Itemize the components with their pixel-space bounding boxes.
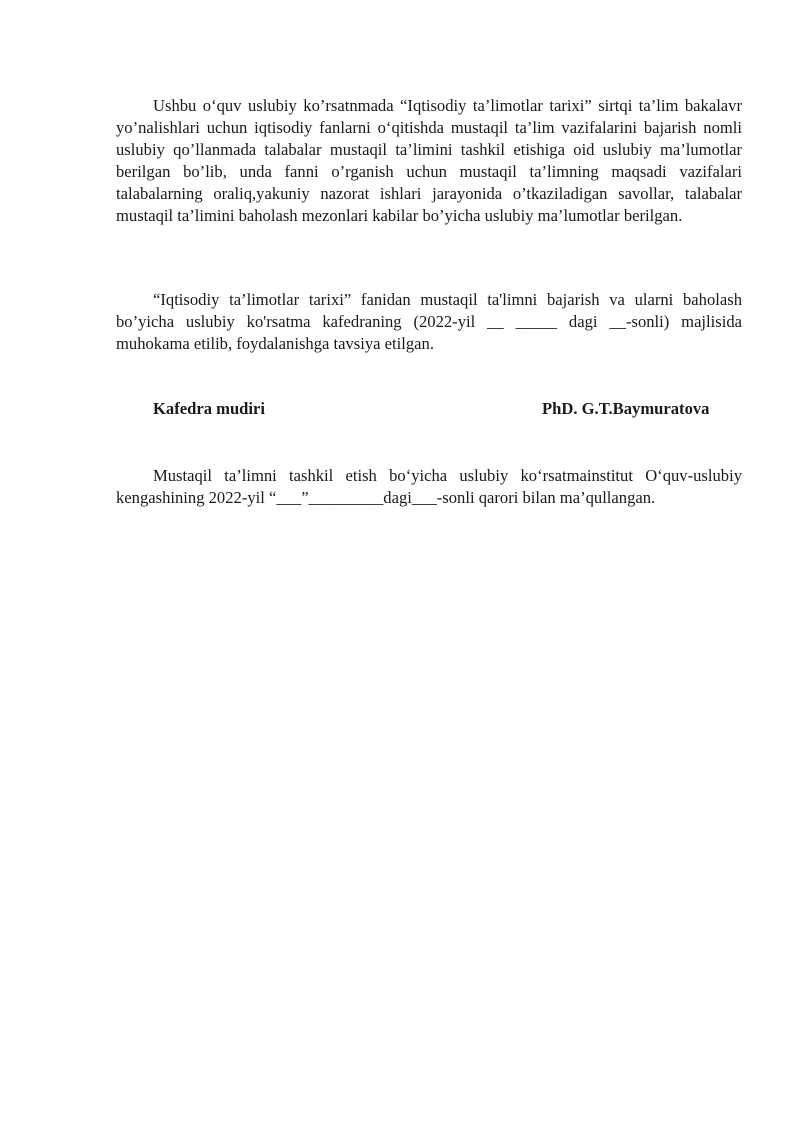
council-approval-paragraph: Mustaqil ta’limni tashkil etish bo‘yicha uslubiy ko‘rsatmainstitut O‘quv-uslubiy kengashining 2022-yil “___”_________dagi___-sonli qarori bilan ma’qullangan. [116, 466, 742, 507]
signature-role: Kafedra mudiri [153, 399, 265, 418]
signature-name: PhD. G.T.Baymuratova [542, 399, 710, 418]
approval-paragraph: “Iqtisodiy ta’limotlar tarixi” fanidan mustaqil ta'limni bajarish va ularni baholash bo’yicha uslubiy ko'rsatma kafedraning (2022-yil __ _____ dagi __-sonli) majlisida muhokama etilib, foydalanishga tavsiya etilgan. [116, 290, 742, 353]
intro-paragraph: Ushbu o‘quv uslubiy ko’rsatnmada “Iqtisodiy ta’limotlar tarixi” sirtqi ta’lim bakalavr yo’nalishlari uchun iqtisodiy fanlarni o‘qitishda mustaqil ta’lim vazifalarini bajarish nomli uslubiy qo’llanmada talabalar mustaqil ta’limini tashkil etishiga oid uslubiy ma’lumotlar berilgan bo’lib, unda fanni o’rganish uchun mustaqil ta’limning maqsadi vazifalari talabalarning oraliq,yakuniy nazorat ishlari jarayonida o’tkaziladigan savollar, talabalar mustaqil ta’limini baholash mezonlari kabilar bo’yicha uslubiy ma’lumotlar berilgan. [116, 96, 742, 225]
signature-block [153, 398, 743, 420]
